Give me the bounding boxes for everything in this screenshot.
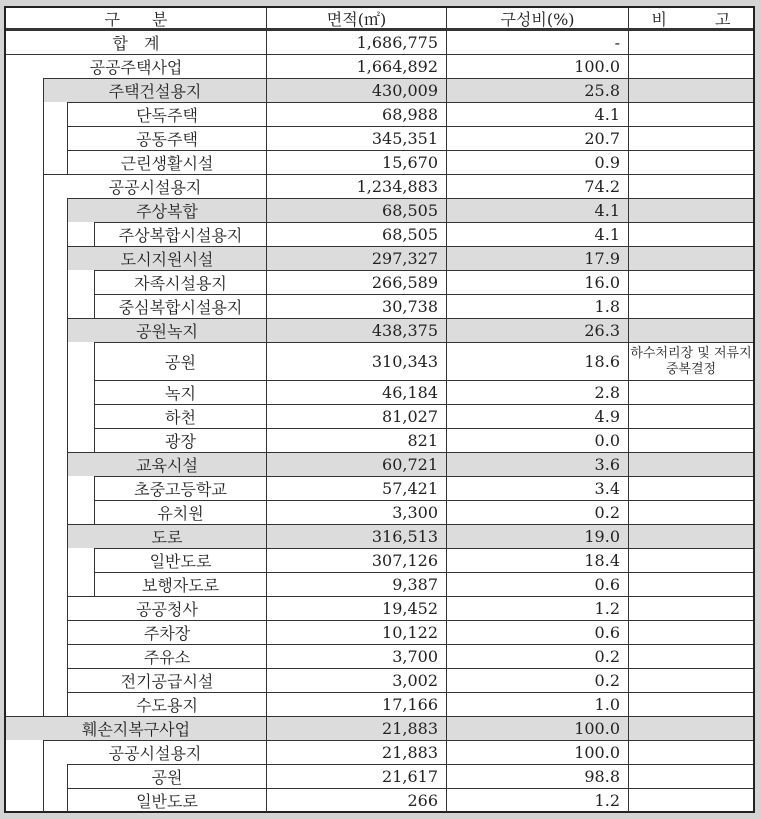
row-ratio: 1.0 xyxy=(446,692,628,716)
row-label: 공원녹지 xyxy=(67,318,266,342)
tree-guide-line xyxy=(43,788,44,812)
row-area: 57,421 xyxy=(266,476,446,500)
tree-guide-line xyxy=(43,548,44,572)
table-row xyxy=(6,452,753,476)
row-label: 도시지원시설 xyxy=(67,246,266,270)
row-label: 주상복합시설용지 xyxy=(94,222,266,246)
tree-guide-line xyxy=(67,294,68,318)
row-ratio: 74.2 xyxy=(446,174,628,198)
row-ratio: 98.8 xyxy=(446,764,628,788)
row-note xyxy=(628,452,753,476)
table-row xyxy=(6,572,753,596)
row-note: 하수처리장 및 저류지 중복결정 xyxy=(628,342,753,380)
row-label: 공동주택 xyxy=(67,126,266,150)
row-label: 주상복합 xyxy=(67,198,266,222)
row-note xyxy=(628,174,753,198)
tree-guide-line xyxy=(43,620,44,644)
tree-guide-line xyxy=(67,380,68,404)
header-note: 비 고 xyxy=(628,8,753,30)
row-area: 19,452 xyxy=(266,596,446,620)
row-ratio: 26.3 xyxy=(446,318,628,342)
row-label: 근린생활시설 xyxy=(67,150,266,174)
row-ratio: 100.0 xyxy=(446,54,628,78)
row-area: 297,327 xyxy=(266,246,446,270)
row-ratio: 0.6 xyxy=(446,620,628,644)
row-ratio: 0.2 xyxy=(446,668,628,692)
row-ratio: 16.0 xyxy=(446,270,628,294)
table-row xyxy=(6,246,753,270)
row-area: 266 xyxy=(266,788,446,812)
tree-guide-line xyxy=(43,222,44,246)
row-note xyxy=(628,246,753,270)
row-area: 21,883 xyxy=(266,740,446,764)
row-ratio: 0.0 xyxy=(446,428,628,452)
row-area: 266,589 xyxy=(266,270,446,294)
tree-guide-line xyxy=(43,380,44,404)
tree-guide-line xyxy=(67,476,68,500)
row-label: 훼손지복구사업 xyxy=(6,716,266,740)
row-label: 주유소 xyxy=(67,644,266,668)
row-ratio: 18.4 xyxy=(446,548,628,572)
table-row xyxy=(6,524,753,548)
row-note xyxy=(628,476,753,500)
tree-guide-line xyxy=(43,476,44,500)
table-row xyxy=(6,318,753,342)
table-row xyxy=(6,54,753,78)
row-label: 공원 xyxy=(94,342,266,380)
tree-guide-line xyxy=(43,764,44,788)
row-note xyxy=(628,668,753,692)
tree-guide-line xyxy=(43,342,44,380)
row-note xyxy=(628,30,753,54)
tree-guide-line xyxy=(43,126,44,150)
row-note xyxy=(628,78,753,102)
row-label: 유치원 xyxy=(94,500,266,524)
row-note xyxy=(628,500,753,524)
table-row xyxy=(6,788,753,812)
row-note xyxy=(628,716,753,740)
row-note xyxy=(628,524,753,548)
tree-guide-line xyxy=(67,404,68,428)
row-area: 1,686,775 xyxy=(266,30,446,54)
row-area: 10,122 xyxy=(266,620,446,644)
row-area: 430,009 xyxy=(266,78,446,102)
row-ratio: 17.9 xyxy=(446,246,628,270)
row-note xyxy=(628,102,753,126)
row-label: 전기공급시설 xyxy=(67,668,266,692)
row-area: 17,166 xyxy=(266,692,446,716)
tree-guide-line xyxy=(67,270,68,294)
row-ratio: 2.8 xyxy=(446,380,628,404)
table-row xyxy=(6,740,753,764)
row-ratio: 18.6 xyxy=(446,342,628,380)
row-area: 9,387 xyxy=(266,572,446,596)
row-label: 초중고등학교 xyxy=(94,476,266,500)
table-row xyxy=(6,294,753,318)
row-label: 일반도로 xyxy=(94,548,266,572)
row-ratio: 4.1 xyxy=(446,198,628,222)
row-note xyxy=(628,404,753,428)
row-note xyxy=(628,270,753,294)
row-area: 15,670 xyxy=(266,150,446,174)
row-area: 345,351 xyxy=(266,126,446,150)
row-area: 1,664,892 xyxy=(266,54,446,78)
table-row xyxy=(6,620,753,644)
tree-guide-line xyxy=(67,500,68,524)
row-ratio: 100.0 xyxy=(446,716,628,740)
row-area: 438,375 xyxy=(266,318,446,342)
row-label: 자족시설용지 xyxy=(94,270,266,294)
tree-guide-line xyxy=(43,572,44,596)
row-note xyxy=(628,294,753,318)
row-area: 46,184 xyxy=(266,380,446,404)
row-ratio: 1.2 xyxy=(446,788,628,812)
row-note xyxy=(628,428,753,452)
row-label: 녹지 xyxy=(94,380,266,404)
row-label: 공원 xyxy=(67,764,266,788)
row-area: 21,883 xyxy=(266,716,446,740)
table-row xyxy=(6,342,753,380)
row-note xyxy=(628,198,753,222)
header-ratio: 구성비(%) xyxy=(446,8,628,30)
table-row xyxy=(6,222,753,246)
row-note xyxy=(628,788,753,812)
table-row xyxy=(6,78,753,102)
row-ratio: - xyxy=(446,30,628,54)
table-row xyxy=(6,30,753,54)
row-note xyxy=(628,318,753,342)
tree-guide-line xyxy=(43,644,44,668)
table-header xyxy=(6,8,753,30)
row-area: 68,505 xyxy=(266,198,446,222)
row-area: 1,234,883 xyxy=(266,174,446,198)
row-label: 하천 xyxy=(94,404,266,428)
row-label: 공공시설용지 xyxy=(43,740,266,764)
table-row xyxy=(6,198,753,222)
table-row xyxy=(6,428,753,452)
row-note xyxy=(628,620,753,644)
row-area: 310,343 xyxy=(266,342,446,380)
row-label: 공공주택사업 xyxy=(6,54,266,78)
row-note xyxy=(628,764,753,788)
row-ratio: 4.9 xyxy=(446,404,628,428)
tree-guide-line xyxy=(43,500,44,524)
row-ratio: 1.2 xyxy=(446,596,628,620)
row-area: 68,988 xyxy=(266,102,446,126)
row-note xyxy=(628,150,753,174)
table-row xyxy=(6,150,753,174)
row-ratio: 1.8 xyxy=(446,294,628,318)
row-area: 3,002 xyxy=(266,668,446,692)
row-note xyxy=(628,380,753,404)
row-ratio: 0.2 xyxy=(446,500,628,524)
row-ratio: 19.0 xyxy=(446,524,628,548)
tree-guide-line xyxy=(43,524,44,548)
table-row xyxy=(6,380,753,404)
row-label: 주택건설용지 xyxy=(43,78,266,102)
row-ratio: 0.2 xyxy=(446,644,628,668)
table-row xyxy=(6,668,753,692)
row-note xyxy=(628,572,753,596)
row-ratio: 20.7 xyxy=(446,126,628,150)
table-row xyxy=(6,404,753,428)
row-area: 821 xyxy=(266,428,446,452)
row-ratio: 3.4 xyxy=(446,476,628,500)
row-label: 수도용지 xyxy=(67,692,266,716)
tree-guide-line xyxy=(43,198,44,222)
row-note xyxy=(628,596,753,620)
row-label: 공공시설용지 xyxy=(43,174,266,198)
row-label: 광장 xyxy=(94,428,266,452)
row-label: 단독주택 xyxy=(67,102,266,126)
tree-guide-line xyxy=(67,572,68,596)
row-note xyxy=(628,644,753,668)
row-area: 68,505 xyxy=(266,222,446,246)
row-ratio: 4.1 xyxy=(446,102,628,126)
table-row xyxy=(6,476,753,500)
tree-guide-line xyxy=(43,452,44,476)
table-row xyxy=(6,596,753,620)
tree-guide-line xyxy=(67,548,68,572)
land-use-table xyxy=(4,6,755,813)
row-label: 합 계 xyxy=(6,30,266,54)
table-row xyxy=(6,692,753,716)
row-area: 307,126 xyxy=(266,548,446,572)
tree-guide-line xyxy=(67,342,68,380)
row-label: 도로 xyxy=(67,524,266,548)
tree-guide-line xyxy=(43,318,44,342)
row-ratio: 25.8 xyxy=(446,78,628,102)
row-area: 30,738 xyxy=(266,294,446,318)
row-area: 316,513 xyxy=(266,524,446,548)
row-note xyxy=(628,126,753,150)
header-area: 면적(㎡) xyxy=(266,8,446,30)
row-ratio: 4.1 xyxy=(446,222,628,246)
table-row xyxy=(6,126,753,150)
row-label: 교육시설 xyxy=(67,452,266,476)
row-note xyxy=(628,692,753,716)
row-ratio: 100.0 xyxy=(446,740,628,764)
row-label: 보행자도로 xyxy=(94,572,266,596)
row-area: 81,027 xyxy=(266,404,446,428)
row-area: 3,700 xyxy=(266,644,446,668)
row-ratio: 0.9 xyxy=(446,150,628,174)
tree-guide-line xyxy=(43,428,44,452)
tree-guide-line xyxy=(43,692,44,716)
tree-guide-line xyxy=(43,294,44,318)
row-note xyxy=(628,222,753,246)
tree-guide-line xyxy=(43,596,44,620)
tree-guide-line xyxy=(67,222,68,246)
table-row xyxy=(6,500,753,524)
tree-guide-line xyxy=(43,270,44,294)
row-area: 21,617 xyxy=(266,764,446,788)
table-row xyxy=(6,644,753,668)
table-row xyxy=(6,548,753,572)
tree-guide-line xyxy=(43,102,44,126)
table-row xyxy=(6,102,753,126)
tree-guide-line xyxy=(43,246,44,270)
row-ratio: 0.6 xyxy=(446,572,628,596)
row-area: 60,721 xyxy=(266,452,446,476)
table-row xyxy=(6,174,753,198)
row-label: 주차장 xyxy=(67,620,266,644)
tree-guide-line xyxy=(67,428,68,452)
tree-guide-line xyxy=(43,404,44,428)
row-note xyxy=(628,548,753,572)
row-note xyxy=(628,740,753,764)
table-row xyxy=(6,270,753,294)
header-category: 구 분 xyxy=(6,8,266,30)
table-row xyxy=(6,716,753,740)
row-label: 공공청사 xyxy=(67,596,266,620)
table-row xyxy=(6,764,753,788)
row-ratio: 3.6 xyxy=(446,452,628,476)
tree-guide-line xyxy=(43,150,44,174)
tree-guide-line xyxy=(43,668,44,692)
row-label: 일반도로 xyxy=(67,788,266,812)
row-area: 3,300 xyxy=(266,500,446,524)
row-label: 중심복합시설용지 xyxy=(94,294,266,318)
row-note xyxy=(628,54,753,78)
